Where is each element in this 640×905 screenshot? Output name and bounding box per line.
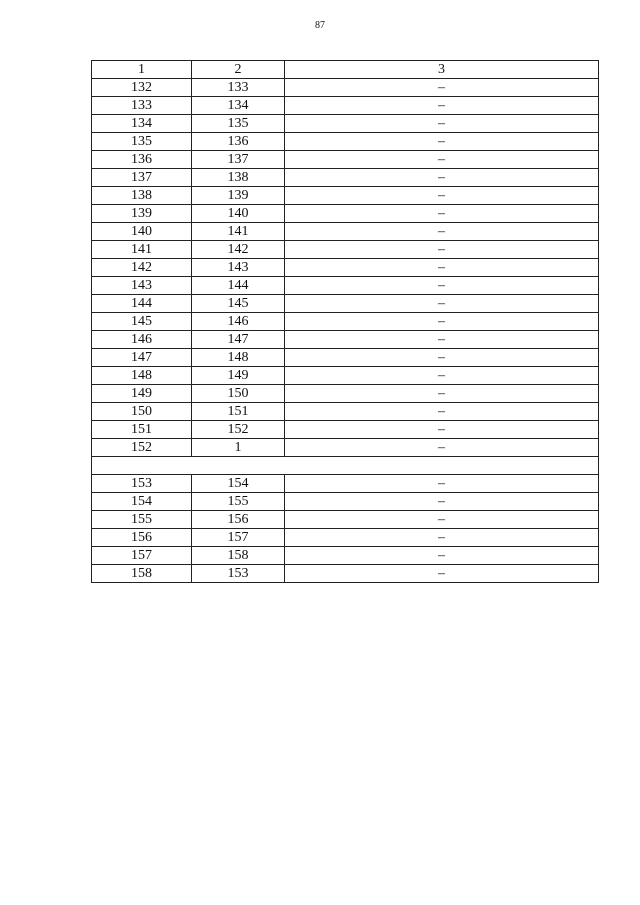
- table-cell-col-3: –: [285, 151, 599, 169]
- table-row: [92, 205, 599, 223]
- table-cell-col-2: 147: [192, 331, 285, 349]
- table-cell-col-2: 135: [192, 115, 285, 133]
- table-cell-col-1: 158: [92, 565, 192, 583]
- table-row: [92, 277, 599, 295]
- table-cell-col-1: 137: [92, 169, 192, 187]
- table-cell-col-2: 1: [192, 439, 285, 457]
- table-cell-col-3: –: [285, 313, 599, 331]
- table-cell-col-3: –: [285, 547, 599, 565]
- table-cell-col-2: 150: [192, 385, 285, 403]
- table-cell-col-3: 3: [285, 61, 599, 79]
- table-row: [92, 529, 599, 547]
- table-cell-col-3: –: [285, 403, 599, 421]
- table-cell-col-1: 136: [92, 151, 192, 169]
- table-cell-col-2: 140: [192, 205, 285, 223]
- table-row: [92, 187, 599, 205]
- table-cell-col-2: 148: [192, 349, 285, 367]
- table-cell-col-3: –: [285, 259, 599, 277]
- table-cell-col-3: –: [285, 385, 599, 403]
- table-cell-col-2: 134: [192, 97, 285, 115]
- table-cell-col-2: 151: [192, 403, 285, 421]
- table-cell-col-1: 147: [92, 349, 192, 367]
- table-row: [92, 169, 599, 187]
- table-row: [92, 385, 599, 403]
- table-row: [92, 115, 599, 133]
- table-cell-col-3: –: [285, 97, 599, 115]
- table-cell-col-2: 149: [192, 367, 285, 385]
- table-cell-col-2: 145: [192, 295, 285, 313]
- table-cell-col-2: 143: [192, 259, 285, 277]
- table-cell-col-1: 151: [92, 421, 192, 439]
- table-cell-col-2: 155: [192, 493, 285, 511]
- table-row: [92, 259, 599, 277]
- table-cell-col-2: 144: [192, 277, 285, 295]
- table-cell-col-3: –: [285, 295, 599, 313]
- table-cell-col-1: 149: [92, 385, 192, 403]
- table-cell-col-3: –: [285, 493, 599, 511]
- page-number: 87: [315, 20, 325, 31]
- table-cell-col-1: 145: [92, 313, 192, 331]
- table-row: [92, 97, 599, 115]
- data-table: [91, 60, 599, 583]
- table-cell-col-1: 142: [92, 259, 192, 277]
- table-row: [92, 565, 599, 583]
- table-cell-col-2: 153: [192, 565, 285, 583]
- table-row: [92, 133, 599, 151]
- table-cell-col-3: –: [285, 511, 599, 529]
- table-row: [92, 421, 599, 439]
- table-row: [92, 331, 599, 349]
- table-cell-col-1: 144: [92, 295, 192, 313]
- table-cell-col-1: 132: [92, 79, 192, 97]
- table-row: [92, 511, 599, 529]
- section-separator-row: [92, 457, 599, 475]
- table-cell-col-1: 140: [92, 223, 192, 241]
- table-header-row: [92, 61, 599, 79]
- table-cell-col-1: 150: [92, 403, 192, 421]
- table-cell-col-2: 152: [192, 421, 285, 439]
- table-cell-col-1: 134: [92, 115, 192, 133]
- table-row: [92, 79, 599, 97]
- table-cell-col-1: 157: [92, 547, 192, 565]
- table-cell-col-3: –: [285, 439, 599, 457]
- table-cell-col-3: –: [285, 565, 599, 583]
- table-cell-col-3: –: [285, 205, 599, 223]
- table-cell-col-1: 139: [92, 205, 192, 223]
- table-cell-col-1: 154: [92, 493, 192, 511]
- table-cell-col-3: –: [285, 331, 599, 349]
- table-cell-col-3: –: [285, 169, 599, 187]
- table-row: [92, 547, 599, 565]
- table-row: [92, 367, 599, 385]
- table-cell-col-1: 152: [92, 439, 192, 457]
- table-cell-col-1: 135: [92, 133, 192, 151]
- table-cell-col-2: 141: [192, 223, 285, 241]
- table-row: [92, 475, 599, 493]
- table-cell-col-3: –: [285, 367, 599, 385]
- table-cell-col-3: –: [285, 223, 599, 241]
- table-cell-col-2: 158: [192, 547, 285, 565]
- table-cell-col-3: –: [285, 421, 599, 439]
- table-cell-col-1: 146: [92, 331, 192, 349]
- table-cell-col-1: 153: [92, 475, 192, 493]
- table-row: [92, 349, 599, 367]
- table-cell-col-1: 141: [92, 241, 192, 259]
- table-cell-col-2: 137: [192, 151, 285, 169]
- table-cell-col-2: 2: [192, 61, 285, 79]
- table-cell-col-1: 156: [92, 529, 192, 547]
- table-cell-col-2: 156: [192, 511, 285, 529]
- table-cell-col-2: 157: [192, 529, 285, 547]
- table-row: [92, 151, 599, 169]
- table-row: [92, 439, 599, 457]
- table-cell-col-1: 1: [92, 61, 192, 79]
- table-cell-col-1: 138: [92, 187, 192, 205]
- table-row: [92, 223, 599, 241]
- table-body: [92, 61, 599, 583]
- table-cell-col-2: 142: [192, 241, 285, 259]
- table-cell-col-1: 143: [92, 277, 192, 295]
- table-cell-col-3: –: [285, 349, 599, 367]
- table-row: [92, 295, 599, 313]
- table-cell-col-1: 148: [92, 367, 192, 385]
- table-cell-col-3: –: [285, 277, 599, 295]
- table-cell-col-1: 155: [92, 511, 192, 529]
- table-row: [92, 241, 599, 259]
- table-row: [92, 493, 599, 511]
- table-cell-col-3: –: [285, 79, 599, 97]
- table-cell-col-3: –: [285, 115, 599, 133]
- table-cell-col-2: 139: [192, 187, 285, 205]
- table-cell-col-2: 133: [192, 79, 285, 97]
- table-cell-col-3: –: [285, 475, 599, 493]
- table-row: [92, 313, 599, 331]
- table-cell-col-2: 136: [192, 133, 285, 151]
- table-row: [92, 403, 599, 421]
- table-cell-col-2: 138: [192, 169, 285, 187]
- table-cell-col-3: –: [285, 241, 599, 259]
- table-cell-col-3: –: [285, 529, 599, 547]
- table-cell-col-2: 154: [192, 475, 285, 493]
- section-separator-cell: [92, 457, 599, 475]
- table-cell-col-3: –: [285, 187, 599, 205]
- table-cell-col-3: –: [285, 133, 599, 151]
- table-cell-col-2: 146: [192, 313, 285, 331]
- table-cell-col-1: 133: [92, 97, 192, 115]
